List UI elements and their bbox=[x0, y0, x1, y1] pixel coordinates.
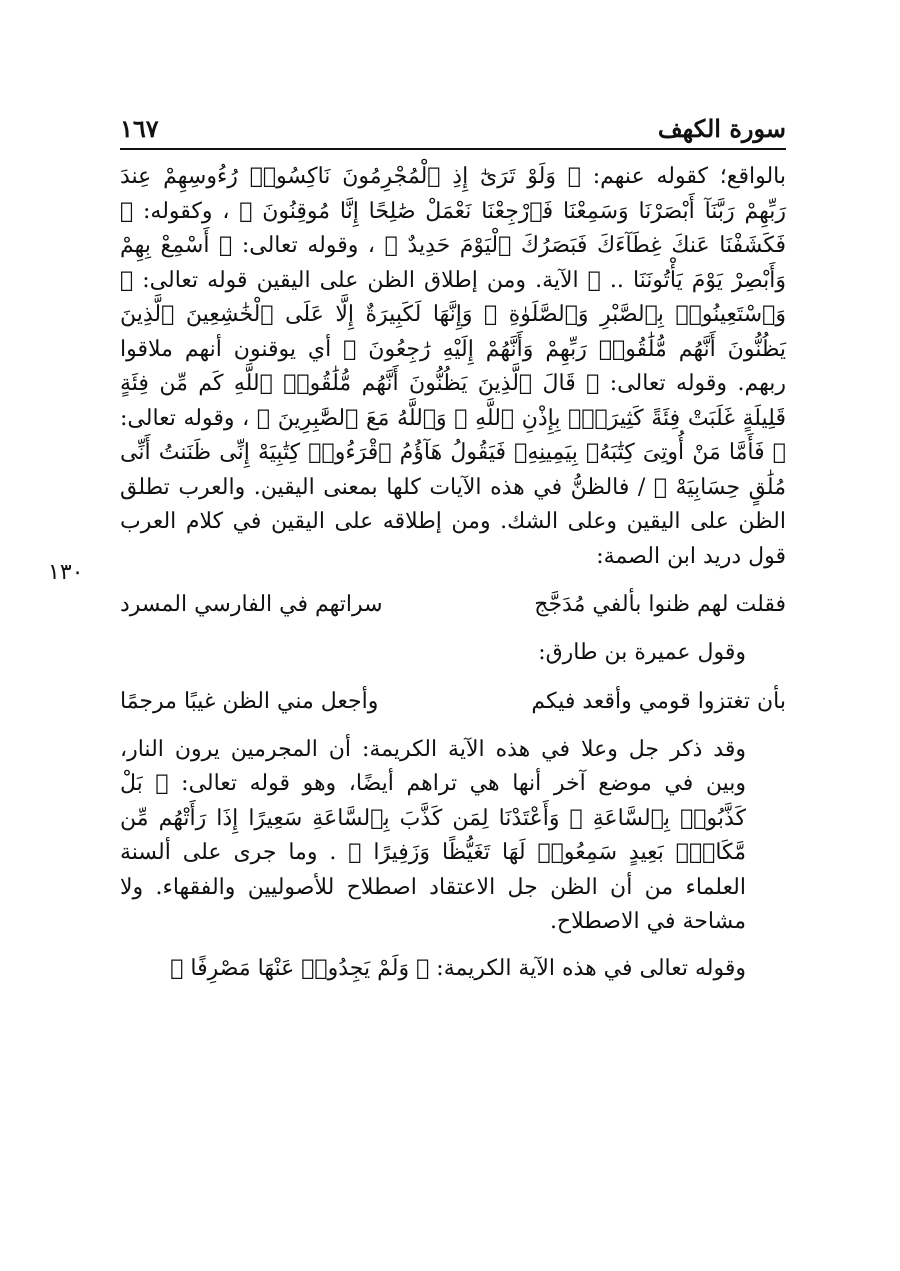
page-header bbox=[120, 108, 786, 150]
page-body bbox=[120, 160, 786, 986]
verse-2-first-hemistich: بأن تغتزوا قومي وأقعد فيكم bbox=[531, 688, 786, 714]
verse-1-second-hemistich: سراتهم في الفارسي المسرد bbox=[120, 592, 383, 617]
poetry-verse-2 bbox=[120, 685, 786, 719]
poetry-verse-1 bbox=[120, 588, 786, 622]
paragraph-4: وقوله تعالى في هذه الآية الكريمة: ﴿ وَلَمْ يَجِدُوا۟ عَنْهَا مَصْرِفًا ﴾ bbox=[170, 955, 746, 981]
surah-title: سورة الكهف bbox=[657, 114, 786, 143]
book-page bbox=[120, 108, 786, 1208]
paragraph-3: وقد ذكر جل وعلا في هذه الآية الكريمة: أن المجرمين يرون النار، وبين في موضع آخر أنها هي تراهم أيضًا، وهو قوله تعالى: ﴿ بَلْ كَذَّبُوا۟ بِٱلسَّاعَةِ ۖ وَأَعْتَدْنَا لِمَن كَذَّبَ بِٱلسَّاعَةِ سَعِيرًا إِذَا رَأَتْهُم مِّن مَّكَانٍۭ بَعِيدٍ سَمِعُوا۟ لَهَا تَغَيُّظًا وَزَفِيرًا ﴾ . وما جرى على ألسنة العلماء من أن الظن جل الاعتقاد اصطلاح للأصوليين والفقهاء. ولا مشاحة في الاصطلاح. bbox=[120, 736, 746, 934]
page-number: ١٦٧ bbox=[120, 114, 159, 143]
paragraph-2: وقول عميرة بن طارق: bbox=[538, 640, 746, 665]
verse-1-first-hemistich: فقلت لهم ظنوا بألفي مُدَجَّج bbox=[534, 592, 786, 617]
paragraph-1: بالواقع؛ كقوله عنهم: ﴿ وَلَوْ تَرَىٰٓ إِذِ ٱلْمُجْرِمُونَ نَاكِسُوا۟ رُءُوسِهِمْ عِندَ رَبِّهِمْ رَبَّنَآ أَبْصَرْنَا وَسَمِعْنَا فَٱرْجِعْنَا نَعْمَلْ صَٰلِحًا إِنَّا مُوقِنُونَ ﴾ ، وكقوله: ﴿ فَكَشَفْنَا عَنكَ غِطَآءَكَ فَبَصَرُكَ ٱلْيَوْمَ حَدِيدٌ ﴾ ، وقوله تعالى: ﴿ أَسْمِعْ بِهِمْ وَأَبْصِرْ يَوْمَ يَأْتُونَنَا .. ﴾ الآية. ومن إطلاق الظن على اليقين قوله تعالى: ﴿ وَٱسْتَعِينُوا۟ بِٱلصَّبْرِ وَٱلصَّلَوٰةِ ۚ وَإِنَّهَا لَكَبِيرَةٌ إِلَّا عَلَى ٱلْخَٰشِعِينَ ٱلَّذِينَ يَظُنُّونَ أَنَّهُم مُّلَٰقُوا۟ رَبِّهِمْ وَأَنَّهُمْ إِلَيْهِ رَٰجِعُونَ ﴾ أي يوقنون أنهم ملاقوا ربهم. وقوله تعالى: ﴿ قَالَ ٱلَّذِينَ يَظُنُّونَ أَنَّهُم مُّلَٰقُوا۟ ٱللَّهِ كَم مِّن فِئَةٍ قَلِيلَةٍ غَلَبَتْ فِئَةً كَثِيرَةًۢ بِإِذْنِ ٱللَّهِ ۗ وَٱللَّهُ مَعَ ٱلصَّٰبِرِينَ ﴾ ، وقوله تعالى: ﴿ فَأَمَّا مَنْ أُوتِىَ كِتَٰبَهُۥ بِيَمِينِهِۦ فَيَقُولُ هَآؤُمُ ٱقْرَءُوا۟ كِتَٰبِيَهْ إِنِّى ظَنَنتُ أَنِّى مُلَٰقٍ حِسَابِيَهْ ﴾ / فالظنُّ في هذه الآيات كلها بمعنى اليقين. والعرب تطلق الظن على اليقين وعلى الشك. ومن إطلاقه على اليقين في كلام العرب قول دريد ابن الصمة: bbox=[120, 164, 786, 569]
margin-page-number: ١٣٠ bbox=[48, 560, 84, 585]
verse-2-second-hemistich: وأجعل مني الظن غيبًا مرجمًا bbox=[120, 688, 379, 714]
